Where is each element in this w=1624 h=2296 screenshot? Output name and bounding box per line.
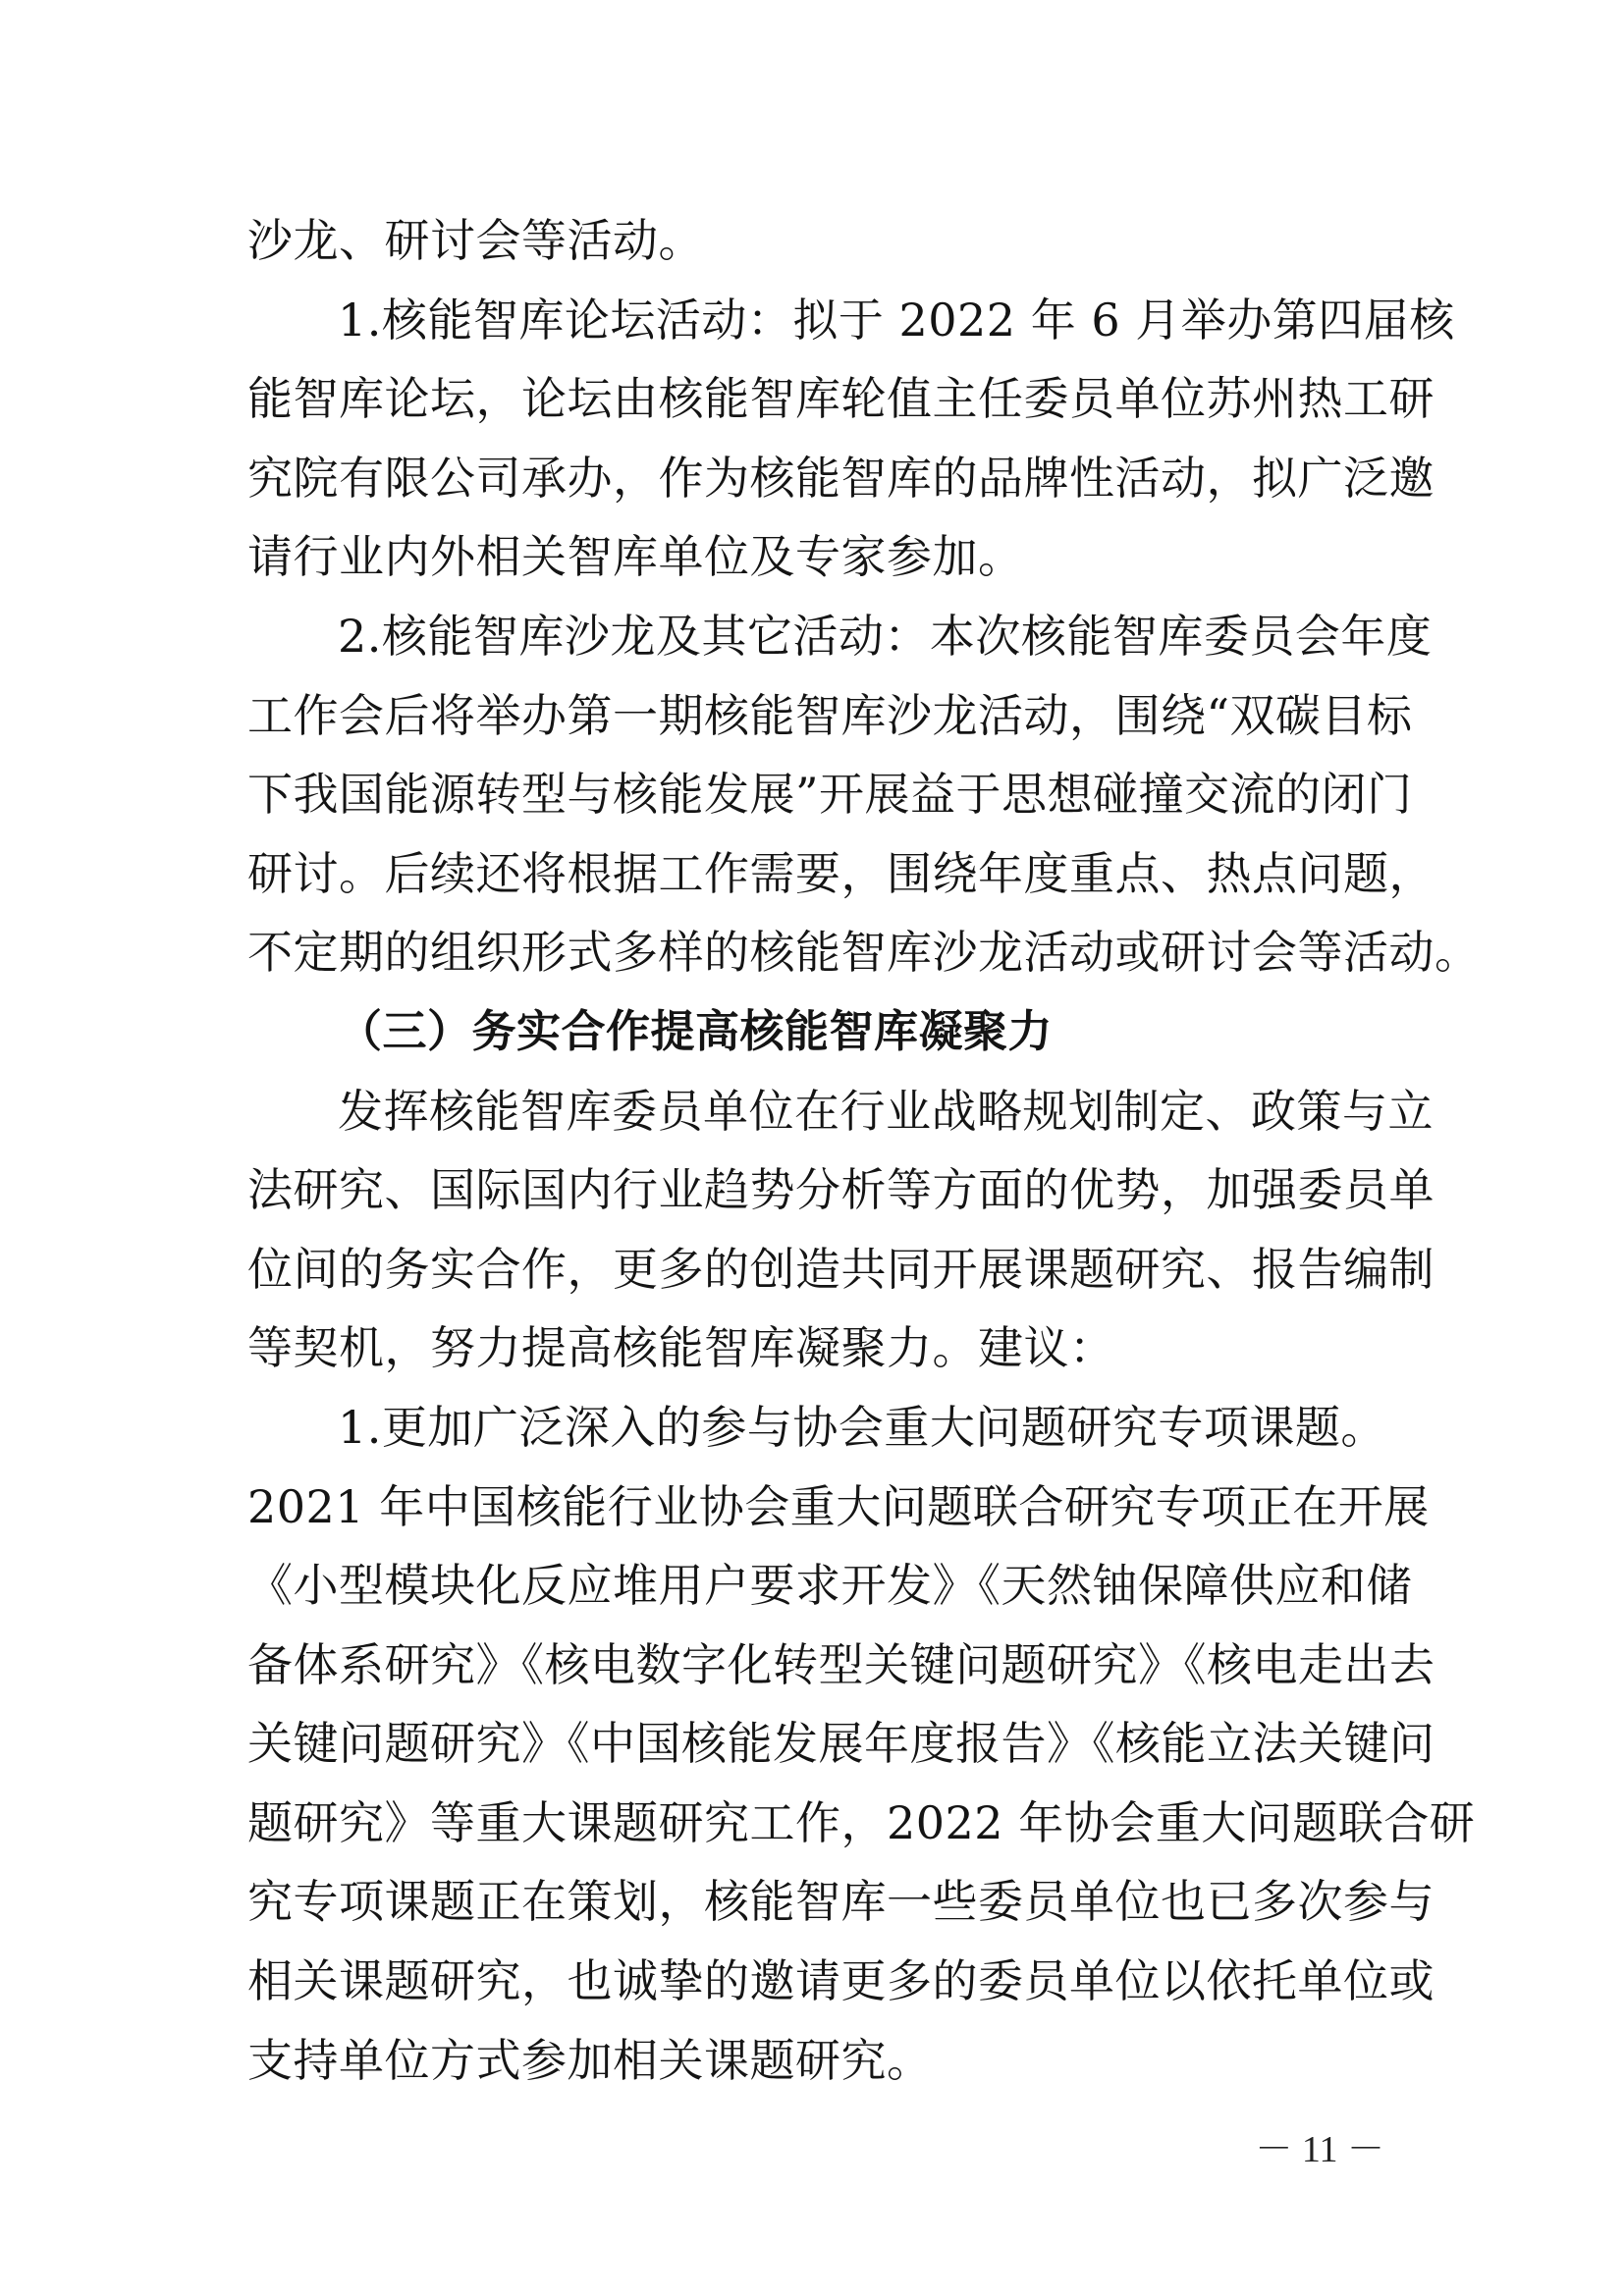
text-line: 研讨。后续还将根据工作需要，围绕年度重点、热点问题，: [247, 846, 1435, 900]
page-number: － 11 －: [1255, 2129, 1384, 2170]
text-line: 备体系研究》《核电数字化转型关键问题研究》《核电走出去: [247, 1637, 1435, 1691]
text-line: 相关课题研究，也诚挚的邀请更多的委员单位以依托单位或: [247, 1954, 1435, 2008]
text-line: 不定期的组织形式多样的核能智库沙龙活动或研讨会等活动。: [247, 926, 1481, 980]
text-line: 1.更加广泛深入的参与协会重大问题研究专项课题。: [338, 1400, 1386, 1454]
body-text: [247, 201, 1481, 2100]
text-line: 等契机，努力提高核能智库凝聚力。建议：: [247, 1321, 1115, 1375]
text-line: 支持单位方式参加相关课题研究。: [247, 2033, 933, 2087]
text-line: 2021 年中国核能行业协会重大问题联合研究专项正在开展: [247, 1479, 1430, 1533]
text-line: 究院有限公司承办，作为核能智库的品牌性活动，拟广泛邀: [247, 451, 1435, 505]
text-line: 题研究》等重大课题研究工作，2022 年协会重大问题联合研: [247, 1795, 1476, 1849]
text-line: 请行业内外相关智库单位及专家参加。: [247, 530, 1024, 584]
text-line: 法研究、国际国内行业趋势分析等方面的优势，加强委员单: [247, 1163, 1435, 1217]
text-line: 下我国能源转型与核能发展”开展益于思想碰撞交流的闭门: [247, 768, 1413, 822]
text-line: 工作会后将举办第一期核能智库沙龙活动，围绕“双碳目标: [247, 688, 1413, 742]
text-line: 究专项课题正在策划，核能智库一些委员单位也已多次参与: [247, 1875, 1435, 1929]
text-line: 发挥核能智库委员单位在行业战略规划制定、政策与立: [338, 1084, 1434, 1138]
text-line: 2.核能智库沙龙及其它活动：本次核能智库委员会年度: [338, 609, 1433, 663]
text-line: 沙龙、研讨会等活动。: [247, 214, 704, 267]
text-line: 关键问题研究》《中国核能发展年度报告》《核能立法关键问: [247, 1717, 1435, 1771]
section-heading: （三）务实合作提高核能智库凝聚力: [338, 1004, 1054, 1057]
text-line: 位间的务实合作，更多的创造共同开展课题研究、报告编制: [247, 1242, 1435, 1296]
text-line: 能智库论坛，论坛由核能智库轮值主任委员单位苏州热工研: [247, 372, 1435, 426]
text-line: 1.核能智库论坛活动：拟于 2022 年 6 月举办第四届核: [338, 293, 1455, 347]
text-line: 《小型模块化反应堆用户要求开发》《天然铀保障供应和储: [247, 1559, 1412, 1613]
